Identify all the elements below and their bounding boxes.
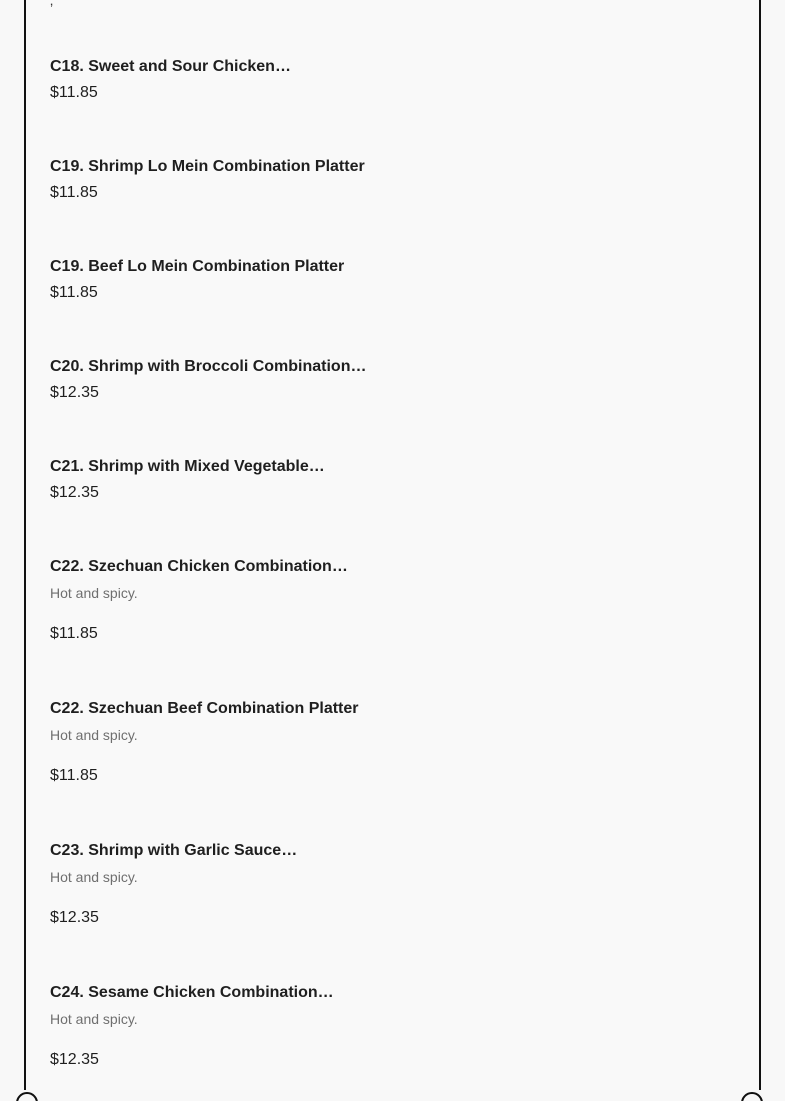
menu-item-price: $12.35 <box>50 1051 99 1068</box>
menu-item-description: Hot and spicy. <box>50 1011 138 1027</box>
menu-item-description: Hot and spicy. <box>50 727 138 743</box>
menu-item-description: Hot and spicy. <box>50 869 138 885</box>
menu-item-c22-szechuan-chicken[interactable] <box>50 558 690 700</box>
menu-item-list <box>50 58 690 1101</box>
menu-item-title: C19. Beef Lo Mein Combination Platter <box>50 258 345 275</box>
menu-item-c20-shrimp-broccoli[interactable] <box>50 358 690 458</box>
menu-item-c23-shrimp-garlic-sauce[interactable] <box>50 842 690 984</box>
menu-item-c19-shrimp-lo-mein[interactable] <box>50 158 690 258</box>
menu-item-c19-beef-lo-mein[interactable] <box>50 258 690 358</box>
menu-item-title: C22. Szechuan Chicken Combination… <box>50 558 348 575</box>
menu-item-price: $12.35 <box>50 384 99 401</box>
menu-item-price: $11.85 <box>50 184 98 201</box>
panel-corner-right <box>741 1092 763 1101</box>
menu-item-price: $11.85 <box>50 625 98 642</box>
panel-corner-left <box>16 1092 38 1101</box>
menu-item-price: $11.85 <box>50 84 98 101</box>
menu-item-c24-sesame-chicken[interactable] <box>50 984 690 1101</box>
menu-item-title: C20. Shrimp with Broccoli Combination… <box>50 358 367 375</box>
menu-item-c21-shrimp-mixed-vegetable[interactable] <box>50 458 690 558</box>
menu-item-c22-szechuan-beef[interactable] <box>50 700 690 842</box>
menu-item-price: $12.35 <box>50 484 99 501</box>
menu-item-title: C21. Shrimp with Mixed Vegetable… <box>50 458 325 475</box>
menu-item-c18-sweet-sour-chicken[interactable] <box>50 58 690 158</box>
menu-item-title: C23. Shrimp with Garlic Sauce… <box>50 842 298 859</box>
menu-item-title: C22. Szechuan Beef Combination Platter <box>50 700 359 717</box>
menu-item-title: C19. Shrimp Lo Mein Combination Platter <box>50 158 365 175</box>
cut-off-text: ‚ <box>50 0 54 8</box>
menu-item-description: Hot and spicy. <box>50 585 138 601</box>
menu-item-price: $11.85 <box>50 767 98 784</box>
menu-item-title: C18. Sweet and Sour Chicken… <box>50 58 291 75</box>
menu-item-price: $12.35 <box>50 909 99 926</box>
menu-item-price: $11.85 <box>50 284 98 301</box>
menu-item-title: C24. Sesame Chicken Combination… <box>50 984 334 1001</box>
